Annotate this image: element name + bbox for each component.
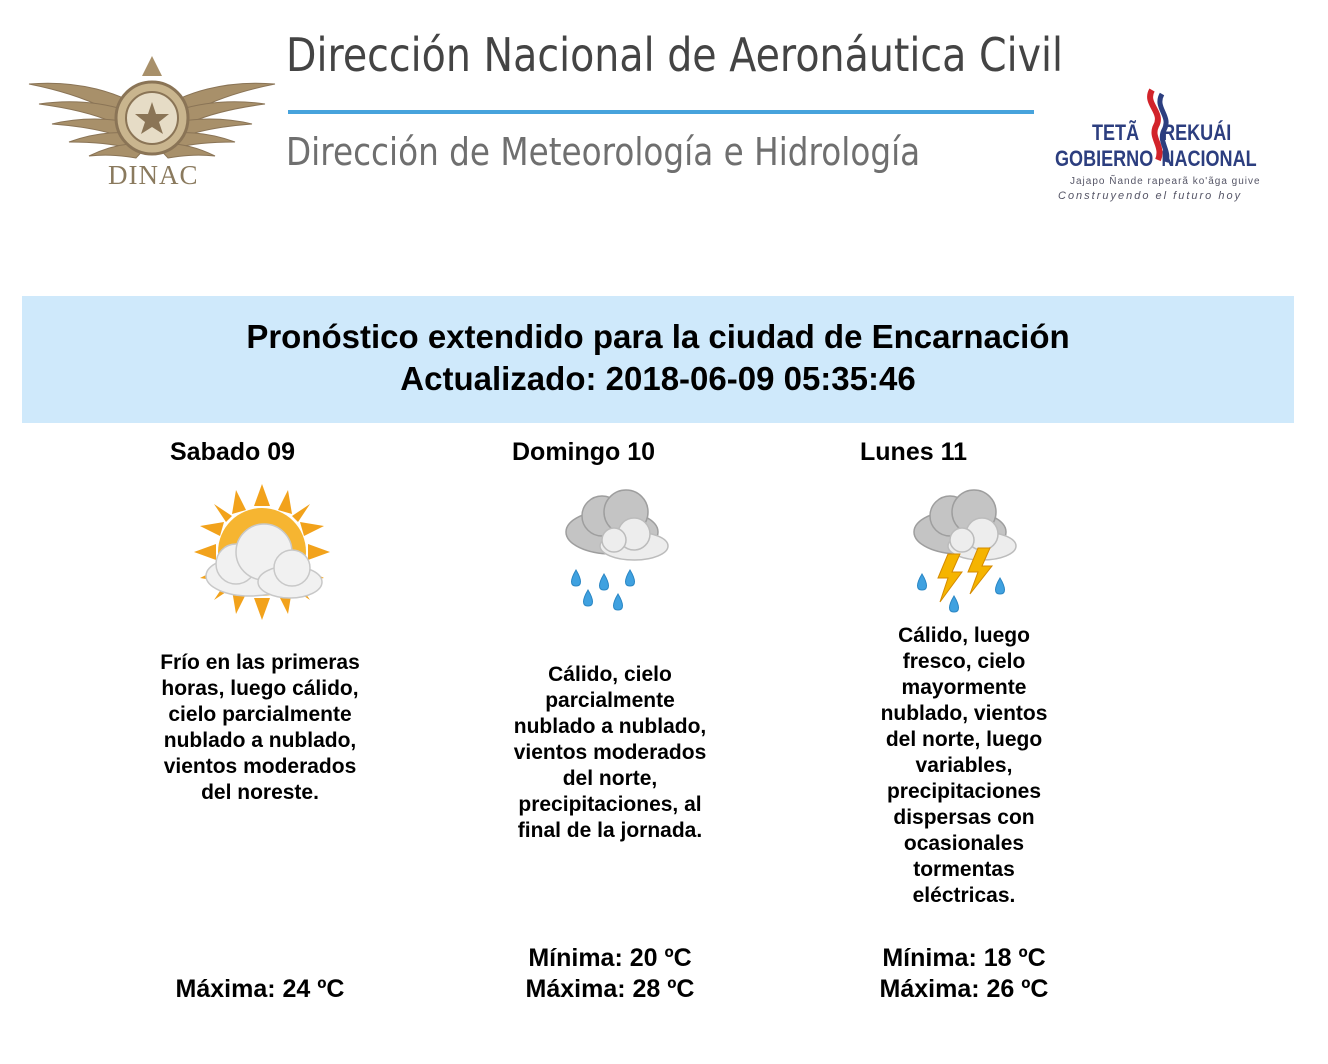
updated-timestamp: Actualizado: 2018-06-09 05:35:46	[400, 360, 916, 397]
dinac-logo-text: DINAC	[108, 160, 199, 190]
gov-logo-tagline-spanish: Construyendo el futuro hoy	[1058, 190, 1243, 202]
gov-logo-rekuai: REKUÁI	[1162, 120, 1232, 145]
page-header	[0, 0, 1328, 240]
day-description: Cálido, cielo parcialmente nublado a nublado, vientos moderados del norte, precipitaciones, al final de la jornada.	[513, 663, 707, 842]
day-name: Lunes 11	[860, 438, 967, 466]
max-temperature: Máxima: 28 ºC	[525, 975, 695, 1003]
gov-logo-nacional: NACIONAL	[1161, 146, 1257, 171]
gov-logo-tagline-guarani: Jajapo Ñande rapearã ko'ãga guive	[1070, 176, 1261, 187]
forecast-title: Pronóstico extendido para la ciudad de Encarnación	[246, 318, 1070, 355]
sun-behind-clouds-icon	[192, 482, 332, 622]
gov-logo-gobierno: GOBIERNO	[1055, 146, 1154, 171]
day-name: Domingo 10	[512, 438, 656, 466]
thunderstorm-rain-icon	[898, 482, 1038, 622]
forecast-banner	[22, 296, 1294, 423]
gov-logo-line2	[1055, 146, 1257, 172]
day-description: Cálido, luego fresco, cielo mayormente nublado, vientos del norte, luego variables, precipitaciones dispersas con ocasionales tormentas eléctricas.	[880, 624, 1048, 907]
org-subtitle: Dirección de Meteorología e Hidrología	[286, 130, 921, 174]
max-temperature: Máxima: 26 ºC	[879, 975, 1049, 1003]
gov-logo-teta: TETÃ	[1092, 120, 1140, 145]
min-temperature: Mínima: 18 ºC	[882, 944, 1046, 972]
day-name: Sabado 09	[170, 438, 296, 466]
org-title: Dirección Nacional de Aeronáutica Civil	[286, 28, 1063, 82]
header-divider	[288, 110, 1034, 114]
cloud-rain-icon	[550, 482, 690, 622]
min-temperature: Mínima: 20 ºC	[528, 944, 692, 972]
gov-logo-line1	[1092, 120, 1231, 146]
max-temperature: Máxima: 24 ºC	[175, 975, 345, 1003]
day-description: Frío en las primeras horas, luego cálido, cielo parcialmente nublado a nublado, vientos moderados del noreste.	[160, 651, 360, 804]
